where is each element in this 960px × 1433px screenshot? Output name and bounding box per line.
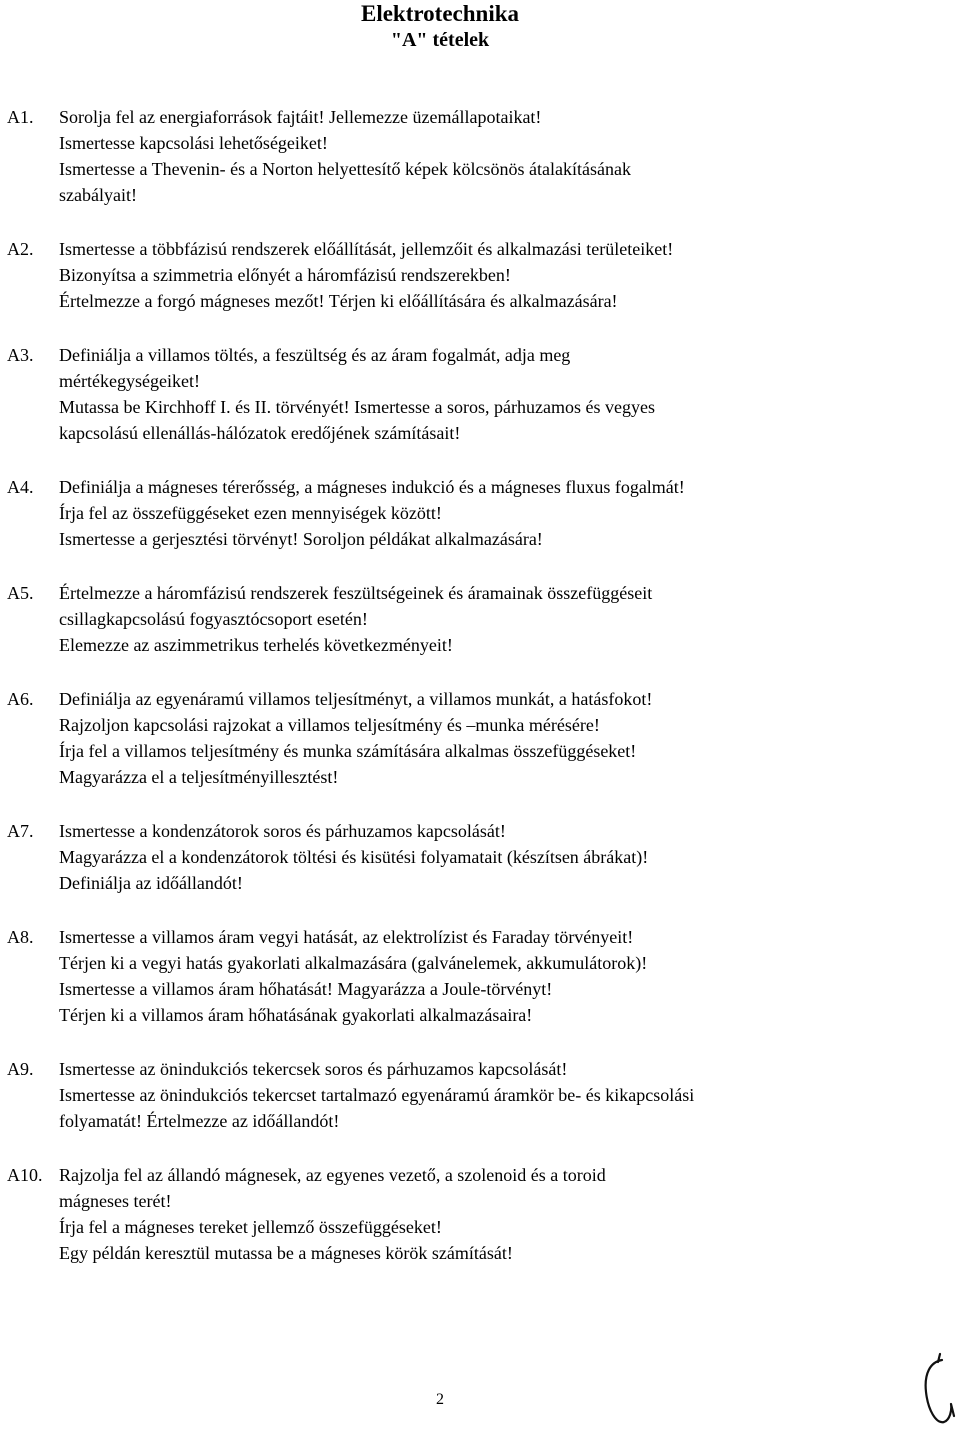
question-line: folyamatát! Értelmezze az időállandót! [59,1111,340,1131]
question-text [59,342,939,446]
question-line: Írja fel az összefüggéseket ezen mennyiségek között! [59,503,442,523]
question-text [59,924,939,1028]
handwritten-signature [918,1352,958,1432]
document-title: Elektrotechnika [360,1,520,26]
question-text [59,104,939,208]
question-text [59,236,939,314]
question-number: A9. [7,1059,34,1079]
question-number: A4. [7,477,34,497]
question-line: szabályait! [59,185,137,205]
question-line: Rajzoljon kapcsolási rajzokat a villamos teljesítmény és –munka mérésére! [59,715,600,735]
question-line: Definiálja a mágneses térerősség, a mágneses indukció és a mágneses fluxus fogalmát! [59,477,685,497]
question-line: Ismertesse a villamos áram hőhatását! Magyarázza a Joule-törvényt! [59,979,553,999]
question-line: csillagkapcsolású fogyasztócsoport esetén! [59,609,368,629]
document-subtitle: "A" tételek [390,29,490,51]
question-line: Magyarázza el a teljesítményillesztést! [59,767,339,787]
question-line: Térjen ki a villamos áram hőhatásának gyakorlati alkalmazásaira! [59,1005,533,1025]
question-line: Ismertesse a gerjesztési törvényt! Soroljon példákat alkalmazására! [59,529,543,549]
question-line: Ismertesse kapcsolási lehetőségeiket! [59,133,328,153]
question-line: Magyarázza el a kondenzátorok töltési és kisütési folyamatait (készítsen ábrákat)! [59,847,649,867]
question-line: Mutassa be Kirchhoff I. és II. törvényét! Ismertesse a soros, párhuzamos és vegyes [59,397,655,417]
page-number: 2 [436,1391,444,1408]
question-line: Térjen ki a vegyi hatás gyakorlati alkalmazására (galvánelemek, akkumulátorok)! [59,953,648,973]
question-line: Írja fel a mágneses tereket jellemző összefüggéseket! [59,1217,442,1237]
question-line: Definiálja a villamos töltés, a feszültség és az áram fogalmát, adja meg [59,345,571,365]
question-number: A8. [7,927,34,947]
question-number: A1. [7,107,34,127]
question-number: A10. [7,1165,43,1185]
question-text [59,686,939,790]
question-line: mértékegységeiket! [59,371,200,391]
question-line: mágneses terét! [59,1191,172,1211]
question-line: Ismertesse a Thevenin- és a Norton helyettesítő képek kölcsönös átalakításának [59,159,631,179]
question-line: Ismertesse az önindukciós tekercset tartalmazó egyenáramú áramkör be- és kikapcsolási [59,1085,695,1105]
question-line: Definiálja az időállandót! [59,873,243,893]
question-line: Ismertesse a többfázisú rendszerek előállítását, jellemzőit és alkalmazási területeiket! [59,239,674,259]
question-line: Egy példán keresztül mutassa be a mágneses körök számítását! [59,1243,513,1263]
question-number: A7. [7,821,34,841]
question-line: Írja fel a villamos teljesítmény és munka számítására alkalmas összefüggéseket! [59,741,637,761]
question-line: kapcsolású ellenállás-hálózatok eredőjének számításait! [59,423,461,443]
question-line: Értelmezze a forgó mágneses mezőt! Térjen ki előállítására és alkalmazására! [59,291,618,311]
question-number: A6. [7,689,34,709]
question-line: Ismertesse a kondenzátorok soros és párhuzamos kapcsolását! [59,821,506,841]
page-header [0,0,880,53]
question-line: Rajzolja fel az állandó mágnesek, az egyenes vezető, a szolenoid és a toroid [59,1165,606,1185]
question-text [59,1056,939,1134]
question-line: Ismertesse a villamos áram vegyi hatását, az elektrolízist és Faraday törvényeit! [59,927,634,947]
question-number: A3. [7,345,34,365]
question-line: Bizonyítsa a szimmetria előnyét a háromfázisú rendszerekben! [59,265,511,285]
question-text [59,818,939,896]
question-line: Értelmezze a háromfázisú rendszerek feszültségeinek és áramainak összefüggéseit [59,583,653,603]
question-number: A5. [7,583,34,603]
question-text [59,1162,939,1266]
question-number: A2. [7,239,34,259]
question-line: Definiálja az egyenáramú villamos teljesítményt, a villamos munkát, a hatásfokot! [59,689,653,709]
question-line: Ismertesse az önindukciós tekercsek soros és párhuzamos kapcsolását! [59,1059,568,1079]
question-text [59,580,939,658]
question-line: Elemezze az aszimmetrikus terhelés következményeit! [59,635,453,655]
question-line: Sorolja fel az energiaforrások fajtáit! Jellemezze üzemállapotaikat! [59,107,542,127]
question-text [59,474,939,552]
